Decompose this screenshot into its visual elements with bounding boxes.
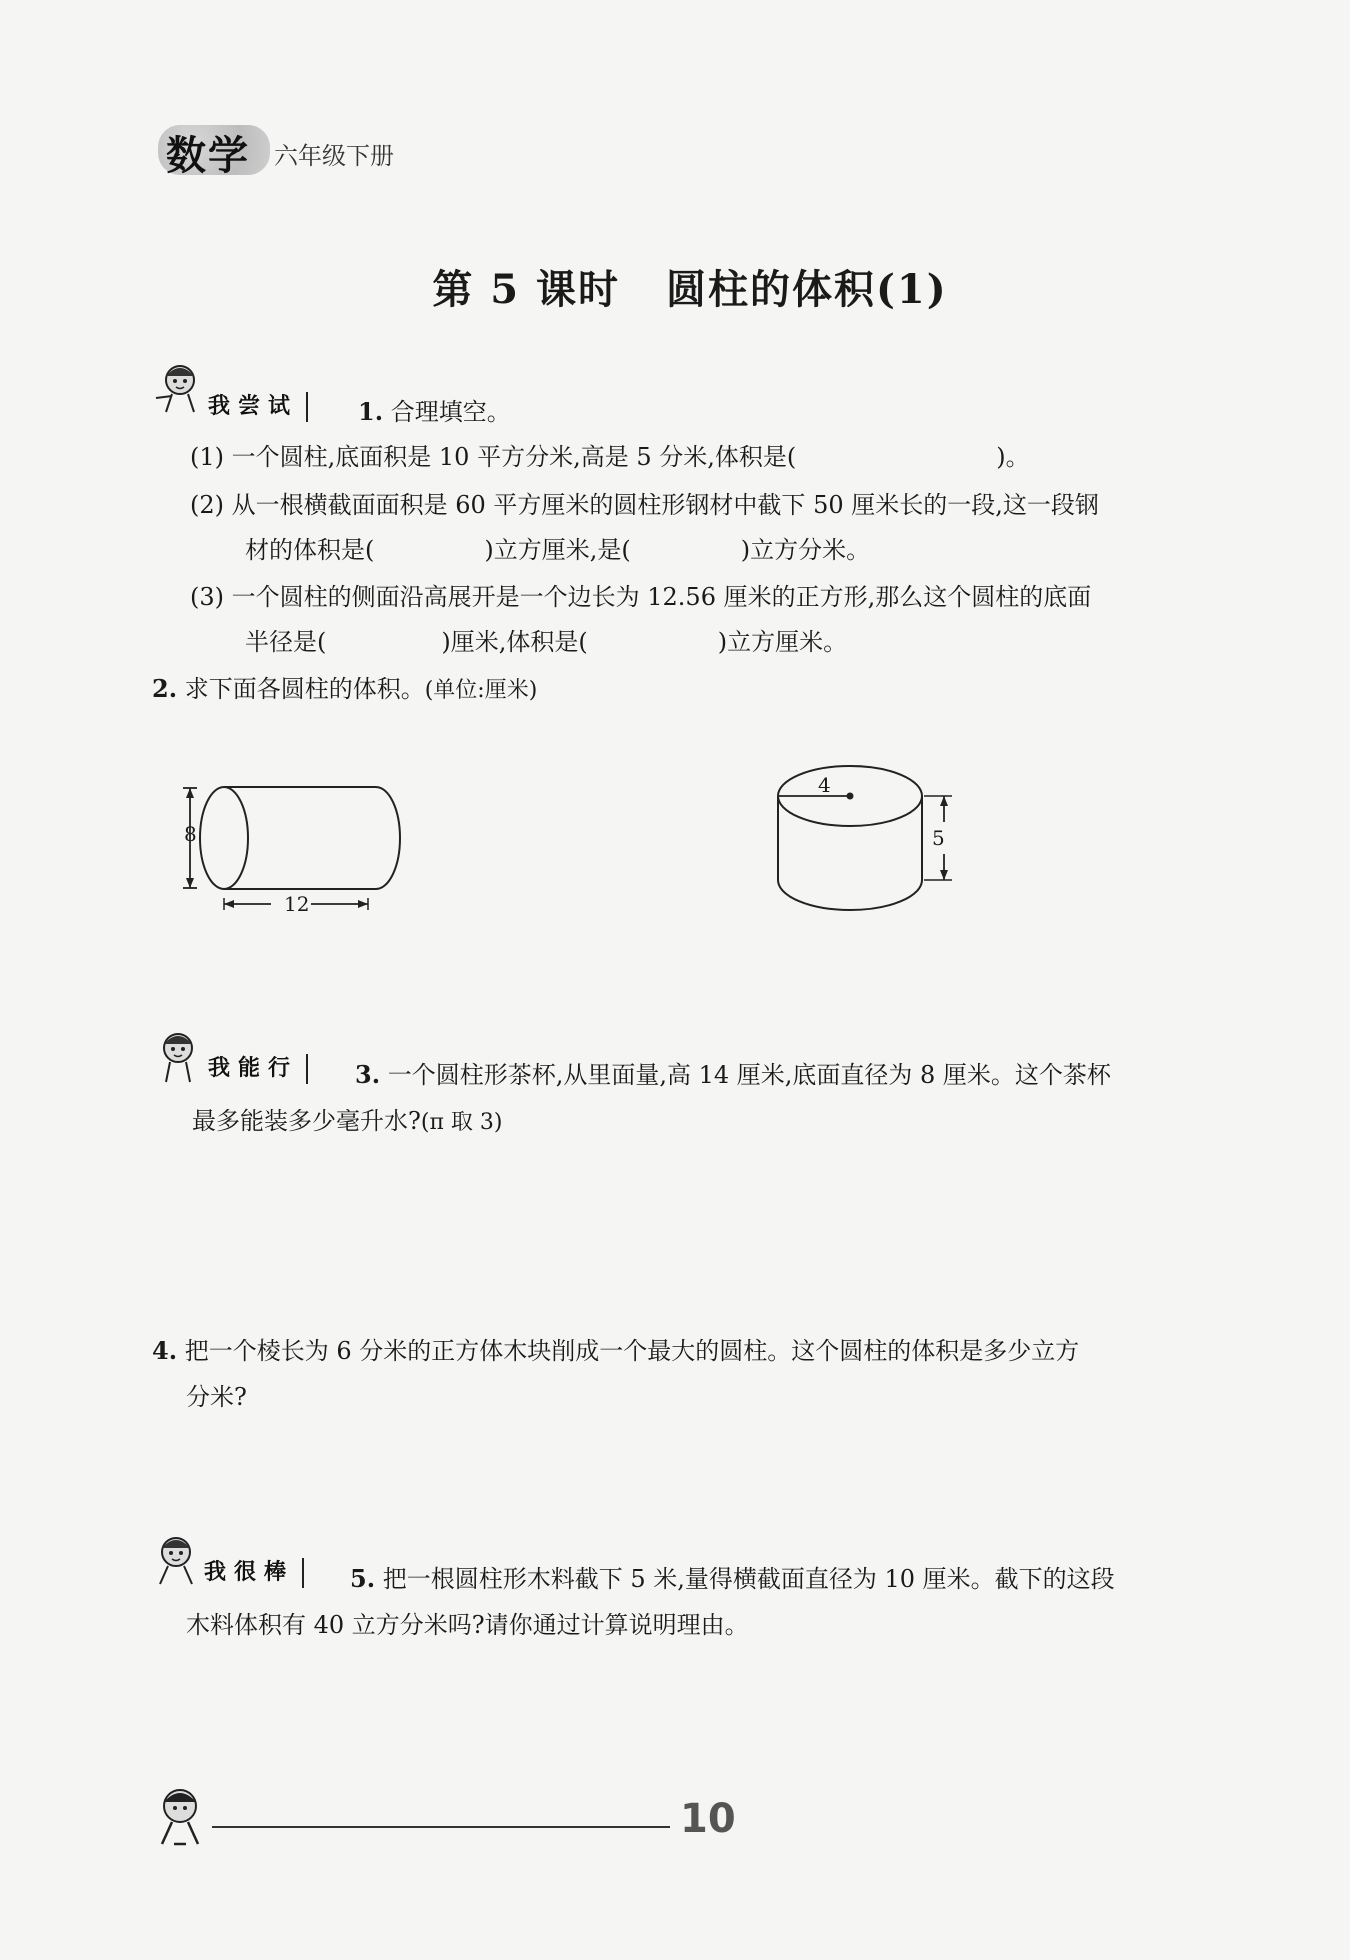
q5-line2: 木料体积有 40 立方分米吗?请你通过计算说明理由。 <box>186 1611 749 1639</box>
q1-sub3-line2: 半径是( )厘米,体积是( )立方厘米。 <box>245 628 848 656</box>
q2-text: 2. 求下面各圆柱的体积。(单位:厘米) <box>152 674 538 703</box>
q5-line1: 5. 把一根圆柱形木料截下 5 米,量得横截面直径为 10 厘米。截下的这段 <box>350 1564 1115 1593</box>
section-tag-try: 我尝试 <box>208 392 308 422</box>
grade-label: 六年级下册 <box>274 142 394 170</box>
footer-rule <box>212 1826 670 1828</box>
figure2-radius-label: 4 <box>818 773 831 797</box>
footer-mascot-icon <box>152 1784 212 1854</box>
q3-line2: 最多能装多少毫升水?(π 取 3) <box>192 1107 503 1135</box>
mascot-girl-icon <box>150 1532 202 1588</box>
mascot-girl-icon <box>152 360 204 416</box>
q4-line1: 4. 把一个棱长为 6 分米的正方体木块削成一个最大的圆柱。这个圆柱的体积是多少立方 <box>152 1336 1080 1365</box>
mascot-girl-icon <box>152 1028 204 1084</box>
q4-line2: 分米? <box>186 1383 247 1411</box>
subject-label: 数学 <box>166 133 250 179</box>
lesson-topic: 圆柱的体积(1) <box>666 266 948 313</box>
section-tag-can: 我能行 <box>208 1054 308 1084</box>
q1-sub1: (1) 一个圆柱,底面积是 10 平方分米,高是 5 分米,体积是( )。 <box>190 443 1030 471</box>
page-number: 10 <box>680 1796 736 1842</box>
figure1-length-label: 12 <box>284 892 310 916</box>
figure1-height-label: 8 <box>184 822 197 846</box>
lesson-number: 第 5 课时 <box>432 266 620 313</box>
q3-line1: 3. 一个圆柱形茶杯,从里面量,高 14 厘米,底面直径为 8 厘米。这个茶杯 <box>355 1060 1111 1089</box>
q1-sub2-line1: (2) 从一根横截面面积是 60 平方厘米的圆柱形钢材中截下 50 厘米长的一段,这一段钢 <box>190 491 1099 519</box>
figure2-height-label: 5 <box>932 826 945 850</box>
section-tag-great: 我很棒 <box>204 1558 304 1588</box>
lesson-title <box>0 258 1350 315</box>
q1-title: 1. 合理填空。 <box>358 397 511 426</box>
q1-sub3-line1: (3) 一个圆柱的侧面沿高展开是一个边长为 12.56 厘米的正方形,那么这个圆柱的底面 <box>190 583 1092 611</box>
q1-sub2-line2: 材的体积是( )立方厘米,是( )立方分米。 <box>245 536 871 564</box>
